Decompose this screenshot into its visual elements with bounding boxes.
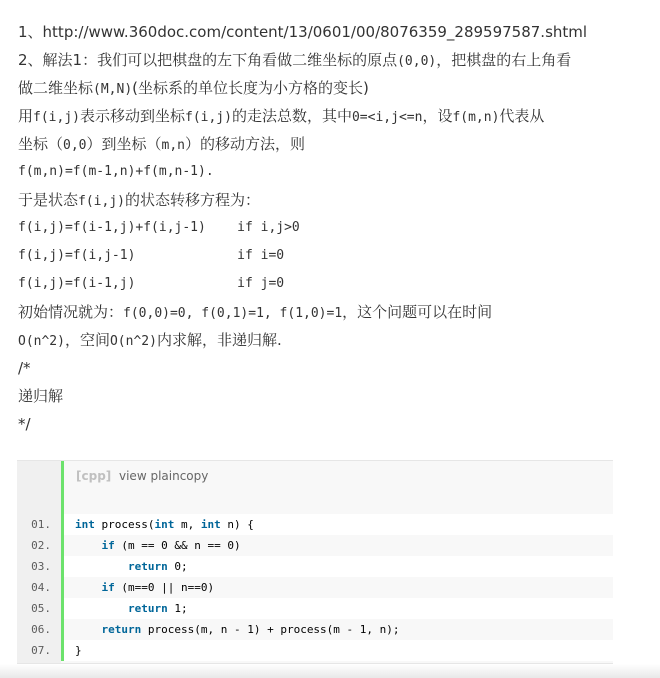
formula-line: f(i,j)=f(i,j-1) if i=0 [18, 248, 285, 263]
text: 初始情况就为： [18, 303, 124, 321]
code-toolbar [61, 461, 613, 514]
text: 做二维坐标 [18, 79, 94, 97]
code-token: n) { [220, 518, 254, 531]
paragraph-line [18, 298, 648, 326]
inline-code: (M,N) [93, 82, 133, 97]
code-keyword: if [101, 581, 115, 594]
code-line [17, 535, 613, 556]
code-keyword: return [127, 602, 168, 615]
source-link-text[interactable]: 1、http://www.360doc.com/content/13/0601/00/8076359_289597587.shtml [18, 23, 588, 41]
text: 坐标（ [18, 135, 64, 153]
language-label: [cpp] [76, 469, 112, 483]
text: 表示移动到坐标 [79, 107, 185, 125]
code-text [61, 577, 613, 598]
code-token [75, 539, 102, 552]
text: ，设 [422, 107, 453, 125]
line-number: 02. [31, 539, 51, 552]
code-line [17, 514, 613, 535]
inline-code: O(n^2) [18, 334, 65, 349]
code-line [17, 619, 613, 640]
code-line [17, 556, 613, 577]
code-lines [17, 514, 613, 661]
code-keyword: return [101, 623, 142, 636]
code-token: (m==0 || n==0) [114, 581, 215, 594]
code-keyword: int [75, 518, 95, 531]
code-token: 0; [167, 560, 188, 573]
comment-close: */ [18, 415, 31, 433]
source-link[interactable] [18, 18, 648, 46]
code-keyword: return [127, 560, 168, 573]
text: 代表从 [499, 107, 545, 125]
code-line [17, 577, 613, 598]
formula-line: f(i,j)=f(i-1,j) if j=0 [18, 276, 285, 291]
inline-code: 0=<i,j<=n [351, 110, 423, 125]
code-token [75, 581, 102, 594]
inline-code: f(m,n) [452, 110, 500, 125]
paragraph-line [18, 102, 648, 130]
text: 于是状态 [18, 191, 79, 209]
code-token [75, 623, 102, 636]
line-number: 04. [31, 581, 51, 594]
code-line [17, 598, 613, 619]
page-bottom-edge [0, 664, 660, 678]
code-text [61, 535, 613, 556]
code-keyword: int [154, 518, 175, 531]
paragraph-line [18, 74, 648, 102]
inline-code: f(0,0)=0, f(0,1)=1, f(1,0)=1 [123, 306, 343, 321]
inline-code: m,n [161, 138, 185, 153]
code-text [61, 598, 613, 619]
text: 的状态转移方程为： [124, 191, 260, 209]
code-keyword: int [200, 518, 221, 531]
paragraph-line [18, 326, 648, 354]
text: ）的移动方法，则 [185, 135, 306, 153]
paragraph-line [18, 130, 648, 158]
text: ，把棋盘的右上角看 [436, 51, 572, 69]
inline-code: f(i,j) [78, 194, 125, 209]
formula-line: f(m,n)=f(m-1,n)+f(m,n-1). [18, 164, 214, 179]
text: 2、解法1：我们可以把棋盘的左下角看做二维坐标的原点 [18, 51, 398, 69]
comment-text: 递归解 [18, 387, 64, 405]
view-plain-copy-link[interactable]: view plaincopy [119, 469, 209, 483]
code-text [61, 556, 613, 577]
line-number: 06. [31, 623, 51, 636]
inline-code: f(i,j) [33, 110, 80, 125]
code-line [17, 640, 613, 661]
line-number: 05. [31, 602, 51, 615]
code-token: m, [174, 518, 201, 531]
text: 的走法总数，其中 [231, 107, 352, 125]
text: 内求解，非递归解. [156, 331, 282, 349]
formula-line: f(i,j)=f(i-1,j)+f(i,j-1) if i,j>0 [18, 220, 300, 235]
text: ）到坐标（ [86, 135, 162, 153]
text: 用 [18, 107, 34, 125]
line-number: 01. [31, 518, 51, 531]
code-token [75, 602, 128, 615]
code-token: } [75, 644, 82, 657]
article-body [18, 18, 648, 438]
line-number: 07. [31, 644, 51, 657]
code-token [75, 560, 128, 573]
text: ，空间 [64, 331, 110, 349]
code-block [17, 460, 613, 664]
code-token: process( [94, 518, 155, 531]
code-token: (m == 0 && n == 0) [114, 539, 241, 552]
inline-code: 0,0 [63, 138, 87, 153]
code-keyword: if [101, 539, 115, 552]
inline-code: O(n^2) [109, 334, 157, 349]
code-text [61, 640, 613, 661]
inline-code: (0,0) [397, 54, 437, 69]
inline-code: f(i,j) [185, 110, 232, 125]
comment-open: /* [18, 359, 31, 377]
text: (坐标系的单位长度为小方格的变长) [132, 79, 369, 97]
code-token: 1; [167, 602, 188, 615]
code-text [61, 619, 613, 640]
paragraph-line [18, 46, 648, 74]
paragraph-line [18, 186, 648, 214]
line-number: 03. [31, 560, 51, 573]
text: ，这个问题可以在时间 [342, 303, 493, 321]
code-text [61, 514, 613, 535]
code-token: process(m, n - 1) + process(m - 1, n); [141, 623, 400, 636]
